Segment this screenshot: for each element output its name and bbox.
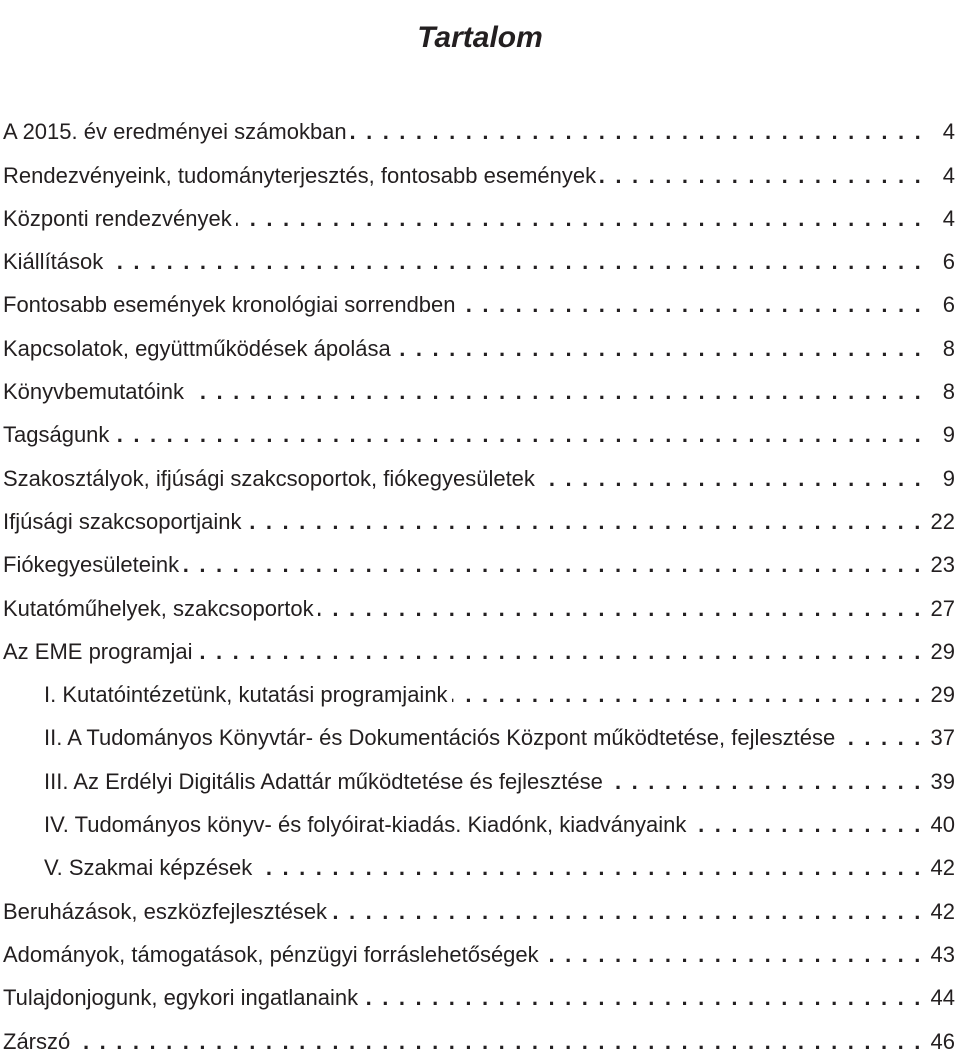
toc-entry-label: III. Az Erdélyi Digitális Adattár működtetése és fejlesztése (44, 768, 603, 794)
dot-leader (331, 900, 922, 924)
toc-entry-label: Zárszó (3, 1028, 71, 1054)
toc-entry-page: 6 (942, 292, 955, 318)
toc-entry[interactable] (3, 577, 955, 620)
toc-entry[interactable] (3, 534, 955, 577)
toc-subentry[interactable] (3, 707, 955, 750)
toc-entry[interactable] (3, 967, 955, 1010)
toc-subentry[interactable] (3, 664, 955, 707)
toc-entry-label: A 2015. év eredményei számokban (3, 119, 347, 145)
toc-entry[interactable] (3, 1010, 955, 1053)
toc-entry-page: 44 (930, 985, 955, 1011)
dot-leader (74, 1030, 922, 1054)
toc-entry-page: 6 (942, 249, 955, 275)
toc-entry[interactable] (3, 924, 955, 967)
toc-entry-page: 4 (942, 162, 955, 188)
toc-entry[interactable] (3, 188, 955, 231)
toc-entry-page: 39 (930, 768, 955, 794)
dot-leader (452, 683, 923, 707)
dot-leader (839, 726, 922, 750)
toc-entry-page: 22 (930, 508, 955, 534)
toc-entry-label: Beruházások, eszközfejlesztések (3, 898, 328, 924)
dot-leader (460, 293, 923, 317)
toc-entry-label: II. A Tudományos Könyvtár- és Dokumentációs Központ működtetése, fejlesztése (44, 725, 836, 751)
toc-entry-page: 29 (930, 638, 955, 664)
dot-leader (197, 640, 923, 664)
toc-entry-page: 9 (942, 465, 955, 491)
dot-leader (395, 337, 923, 361)
toc-entry-label: Kapcsolatok, együttműködések ápolása (3, 335, 391, 361)
toc-entry-label: Fontosabb események kronológiai sorrendben (3, 292, 456, 318)
toc-entry-label: Könyvbemutatóink (3, 379, 184, 405)
toc-subentry[interactable] (3, 750, 955, 793)
dot-leader (543, 943, 923, 967)
toc-entry-page: 29 (930, 682, 955, 708)
toc-entry-page: 4 (942, 205, 955, 231)
toc-entry-label: Fiókegyesületeink (3, 552, 180, 578)
dot-leader (113, 423, 923, 447)
toc-entry-label: IV. Tudományos könyv- és folyóirat-kiadás. Kiadónk, kiadványaink (44, 812, 687, 838)
toc-entry-page: 43 (930, 941, 955, 967)
toc-entry-page: 4 (942, 119, 955, 145)
dot-leader (245, 510, 922, 534)
toc-entry-page: 8 (942, 379, 955, 405)
dot-leader (107, 250, 923, 274)
toc-entry[interactable] (3, 317, 955, 360)
toc-entry-page: 42 (930, 898, 955, 924)
table-of-contents (3, 101, 955, 1054)
toc-entry-page: 42 (930, 855, 955, 881)
dot-leader (607, 770, 923, 794)
toc-entry-label: Tulajdonjogunk, egykori ingatlanaink (3, 985, 359, 1011)
toc-entry-label: Tagságunk (3, 422, 110, 448)
toc-entry-label: Az EME programjai (3, 638, 193, 664)
toc-entry-page: 37 (930, 725, 955, 751)
toc-entry-page: 40 (930, 812, 955, 838)
dot-leader (600, 164, 923, 188)
toc-entry[interactable] (3, 491, 955, 534)
dot-leader (236, 207, 923, 231)
dot-leader (318, 597, 923, 621)
toc-subentry[interactable] (3, 794, 955, 837)
toc-entry-label: Központi rendezvények (3, 205, 232, 231)
toc-entry-page: 46 (930, 1028, 955, 1054)
toc-entry-label: Adományok, támogatások, pénzügyi forráslehetőségek (3, 941, 539, 967)
dot-leader (690, 813, 922, 837)
toc-entry-label: Ifjúsági szakcsoportjaink (3, 508, 242, 534)
toc-entry-label: Rendezvényeink, tudományterjesztés, fontosabb események (3, 162, 597, 188)
toc-entry-label: Szakosztályok, ifjúsági szakcsoportok, fiókegyesületek (3, 465, 535, 491)
dot-leader (351, 120, 923, 144)
toc-entry-page: 27 (930, 595, 955, 621)
dot-leader (256, 856, 922, 880)
toc-entry[interactable] (3, 274, 955, 317)
toc-entry[interactable] (3, 404, 955, 447)
toc-entry[interactable] (3, 231, 955, 274)
dot-leader (362, 986, 922, 1010)
toc-entry-label: Kiállítások (3, 249, 104, 275)
toc-entry-label: Kutatóműhelyek, szakcsoportok (3, 595, 314, 621)
toc-entry[interactable] (3, 144, 955, 187)
dot-leader (539, 467, 923, 491)
toc-entry-label: V. Szakmai képzések (44, 855, 253, 881)
toc-entry-label: I. Kutatóintézetünk, kutatási programjaink (44, 682, 448, 708)
dot-leader (183, 553, 922, 577)
toc-entry-page: 9 (942, 422, 955, 448)
toc-entry[interactable] (3, 447, 955, 490)
page-title: Tartalom (417, 21, 543, 55)
toc-entry[interactable] (3, 361, 955, 404)
toc-entry[interactable] (3, 101, 955, 144)
toc-subentry[interactable] (3, 837, 955, 880)
toc-entry[interactable] (3, 880, 955, 923)
toc-entry-page: 8 (942, 335, 955, 361)
toc-entry[interactable] (3, 621, 955, 664)
toc-entry-page: 23 (930, 552, 955, 578)
dot-leader (188, 380, 923, 404)
